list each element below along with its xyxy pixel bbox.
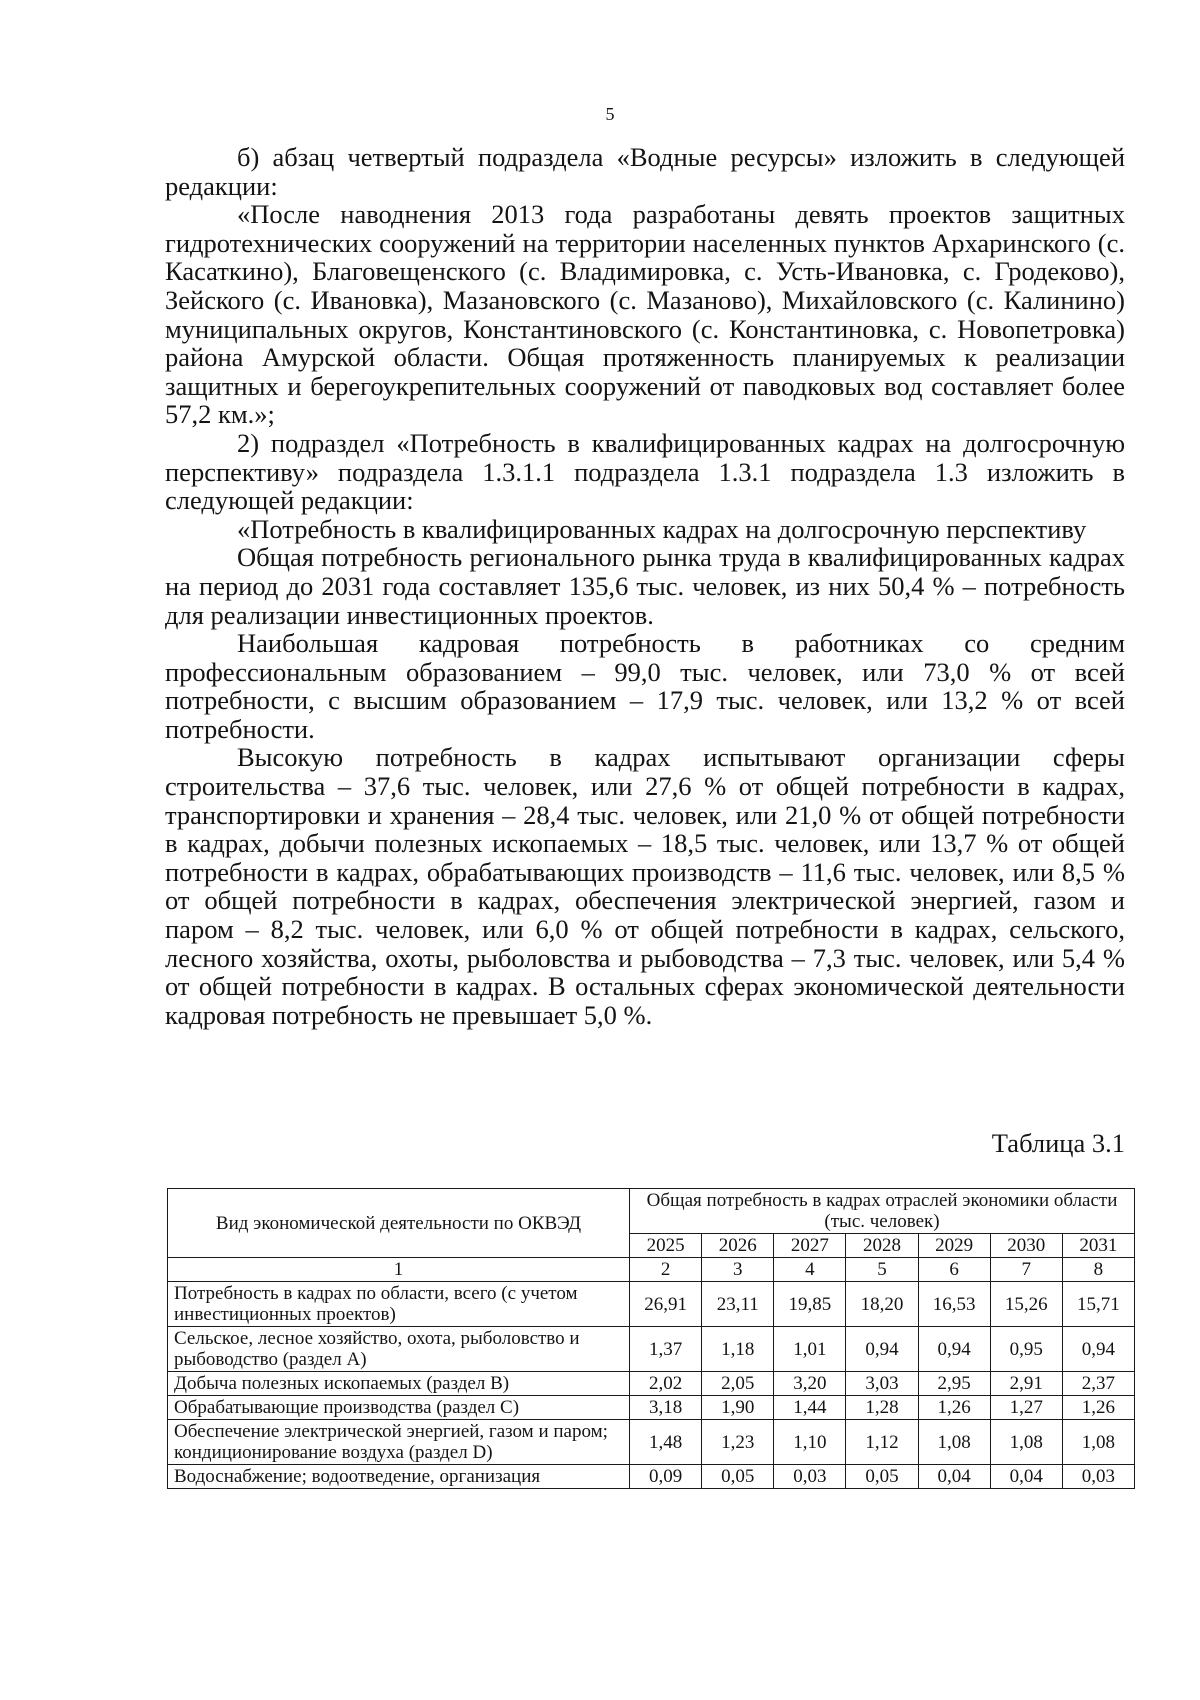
table-cell: 0,05 xyxy=(846,1465,918,1489)
table-caption: Таблица 3.1 xyxy=(991,1128,1125,1158)
table-cell: 2,05 xyxy=(702,1372,774,1396)
table-cell: 1,12 xyxy=(846,1420,918,1465)
table-cell: 2,02 xyxy=(630,1372,702,1396)
page-number: 5 xyxy=(605,104,615,124)
table-cell: 1,48 xyxy=(630,1420,702,1465)
table-cell: 1,08 xyxy=(1062,1420,1134,1465)
table-cell: 2,95 xyxy=(918,1372,990,1396)
year-header: 2030 xyxy=(990,1234,1062,1258)
table-cell: 3,18 xyxy=(630,1396,702,1420)
table-cell: 0,95 xyxy=(990,1327,1062,1372)
column-number: 8 xyxy=(1062,1258,1134,1282)
table-cell: 1,90 xyxy=(702,1396,774,1420)
table-cell: 0,03 xyxy=(774,1465,846,1489)
table-cell: 1,27 xyxy=(990,1396,1062,1420)
table-cell: 1,10 xyxy=(774,1420,846,1465)
table-cell: 16,53 xyxy=(918,1282,990,1327)
paragraph: Наибольшая кадровая потребность в работниках со средним профессиональным образованием – 99,0 тыс. человек, или 73,0 % от всей потребности, с высшим образованием – 17,9 тыс. человек, или 13,2 % от всей потребности. xyxy=(165,628,1125,744)
table-row xyxy=(168,1282,1135,1327)
column-number: 4 xyxy=(774,1258,846,1282)
year-header: 2029 xyxy=(918,1234,990,1258)
year-header: 2025 xyxy=(630,1234,702,1258)
table-row xyxy=(168,1327,1135,1372)
column-number: 1 xyxy=(168,1258,630,1282)
table-cell: 0,09 xyxy=(630,1465,702,1489)
table-row xyxy=(168,1396,1135,1420)
table-row xyxy=(168,1465,1135,1489)
table-cell: 1,01 xyxy=(774,1327,846,1372)
table-header-row xyxy=(168,1189,1135,1234)
table-cell: 0,94 xyxy=(846,1327,918,1372)
year-header: 2031 xyxy=(1062,1234,1134,1258)
paragraph: Высокую потребность в кадрах испытывают организации сферы строительства – 37,6 тыс. человек, или 27,6 % от общей потребности в кадрах, транспортировки и хранения – 28,4 тыс. человек, или 21,0 % от общей потребности в кадрах, добычи полезных ископаемых – 18,5 тыс. человек, или 13,7 % от общей потребности в кадрах, обрабатывающих производств – 11,6 тыс. человек, или 8,5 % от общей потребности в кадрах, обеспечения электрической энергией, газом и паром – 8,2 тыс. человек, или 6,0 % от общей потребности в кадрах, сельского, лесного хозяйства, охоты, рыболовства и рыбоводства – 7,3 тыс. человек, или 5,4 % от общей потребности в кадрах. В остальных сферах экономической деятельности кадровая потребность не превышает 5,0 %. xyxy=(165,742,1125,1030)
year-header: 2026 xyxy=(702,1234,774,1258)
table-cell: 26,91 xyxy=(630,1282,702,1327)
paragraph: Общая потребность регионального рынка труда в квалифицированных кадрах на период до 2031 года составляет 135,6 тыс. человек, из них 50,4 % – потребность для реализации инвестиционных проектов. xyxy=(165,542,1125,630)
table-cell: 0,94 xyxy=(918,1327,990,1372)
table-cell: 1,08 xyxy=(918,1420,990,1465)
column-number-row xyxy=(168,1258,1135,1282)
paragraph: «После наводнения 2013 года разработаны девять проектов защитных гидротехнических сооружений на территории населенных пунктов Архаринского (с. Касаткино), Благовещенского (с. Владимировка, с. Усть-Ивановка, с. Гродеково), Зейского (с. Ивановка), Мазановского (с. Мазаново), Михайловского (с. Калинино) муниципальных округов, Константиновского (с. Константиновка, с. Новопетровка) района Амурской области. Общая протяженность планируемых к реализации защитных и берегоукрепительных сооружений от паводковых вод составляет более 57,2 км.»; xyxy=(165,199,1125,430)
activity-name: Обеспечение электрической энергией, газом и паром; кондиционирование воздуха (раздел D) xyxy=(168,1420,630,1465)
column-number: 6 xyxy=(918,1258,990,1282)
table-cell: 0,04 xyxy=(990,1465,1062,1489)
column-number: 7 xyxy=(990,1258,1062,1282)
table-cell: 3,20 xyxy=(774,1372,846,1396)
table-cell: 18,20 xyxy=(846,1282,918,1327)
activity-name: Водоснабжение; водоотведение, организация xyxy=(168,1465,630,1489)
table-cell: 1,37 xyxy=(630,1327,702,1372)
table-cell: 1,44 xyxy=(774,1396,846,1420)
table-cell: 0,05 xyxy=(702,1465,774,1489)
table-cell: 15,71 xyxy=(1062,1282,1134,1327)
table-cell: 0,94 xyxy=(1062,1327,1134,1372)
table-row xyxy=(168,1420,1135,1465)
paragraph: б) абзац четвертый подраздела «Водные ресурсы» изложить в следующей редакции: xyxy=(165,142,1125,201)
section-heading: «Потребность в квалифицированных кадрах на долгосрочную перспективу xyxy=(237,513,1087,544)
table-cell: 1,26 xyxy=(918,1396,990,1420)
table-cell: 1,26 xyxy=(1062,1396,1134,1420)
activity-name: Обрабатывающие производства (раздел С) xyxy=(168,1396,630,1420)
table-cell: 1,28 xyxy=(846,1396,918,1420)
activity-name: Сельское, лесное хозяйство, охота, рыболовство и рыбоводство (раздел А) xyxy=(168,1327,630,1372)
year-header: 2028 xyxy=(846,1234,918,1258)
okved-demand-table xyxy=(167,1188,1135,1489)
column-header-demand: Общая потребность в кадрах отраслей экономики области (тыс. человек) xyxy=(630,1189,1135,1234)
table-cell: 1,08 xyxy=(990,1420,1062,1465)
column-number: 3 xyxy=(702,1258,774,1282)
table-cell: 1,23 xyxy=(702,1420,774,1465)
table-cell: 2,37 xyxy=(1062,1372,1134,1396)
table-cell: 23,11 xyxy=(702,1282,774,1327)
table-cell: 0,03 xyxy=(1062,1465,1134,1489)
document-body xyxy=(165,143,1125,1029)
activity-name: Добыча полезных ископаемых (раздел В) xyxy=(168,1372,630,1396)
table-row xyxy=(168,1372,1135,1396)
activity-name: Потребность в кадрах по области, всего (с учетом инвестиционных проектов) xyxy=(168,1282,630,1327)
table-cell: 19,85 xyxy=(774,1282,846,1327)
table-cell: 3,03 xyxy=(846,1372,918,1396)
column-number: 5 xyxy=(846,1258,918,1282)
table-cell: 15,26 xyxy=(990,1282,1062,1327)
column-header-activity: Вид экономической деятельности по ОКВЭД xyxy=(168,1189,630,1258)
table-cell: 0,04 xyxy=(918,1465,990,1489)
table-cell: 1,18 xyxy=(702,1327,774,1372)
paragraph: 2) подраздел «Потребность в квалифицированных кадрах на долгосрочную перспективу» подраздела 1.3.1.1 подраздела 1.3.1 подраздела 1.3 изложить в следующей редакции: xyxy=(165,427,1125,516)
table-cell: 2,91 xyxy=(990,1372,1062,1396)
column-number: 2 xyxy=(630,1258,702,1282)
year-header: 2027 xyxy=(774,1234,846,1258)
